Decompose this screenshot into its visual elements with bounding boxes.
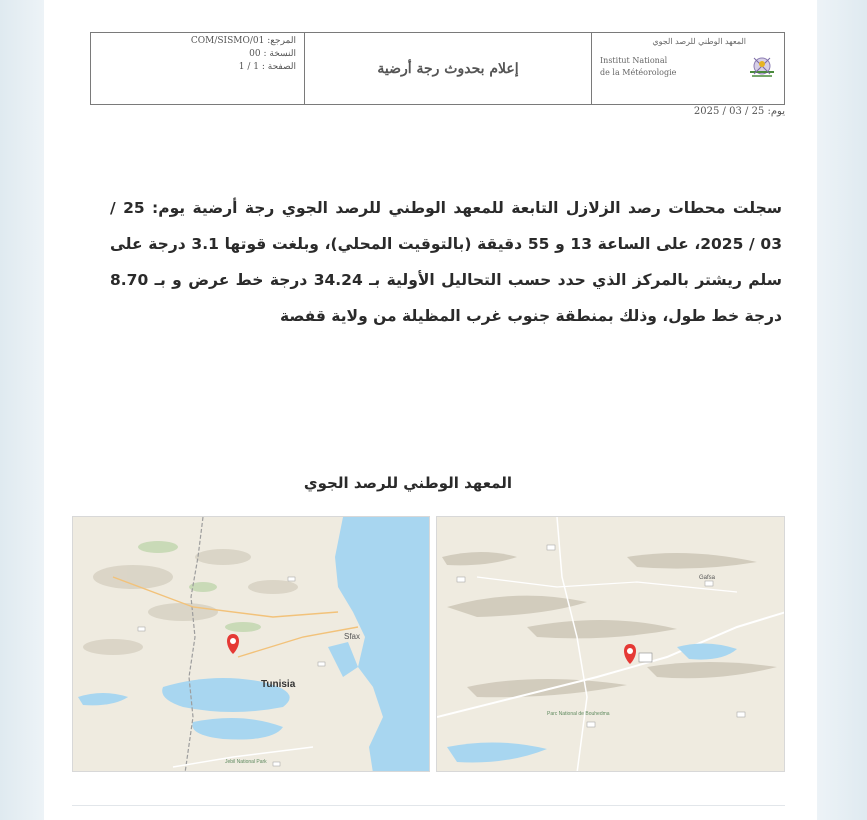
document-title: إعلام بحدوث رجة أرضية [304,33,591,104]
institute-name-ar: المعهد الوطني للرصد الجوي [652,37,746,46]
announcement-document [72,0,785,805]
signature: المعهد الوطني للرصد الجوي [303,474,512,492]
institute-name-fr-1: Institut National [600,56,668,65]
reference-code: COM/SISMO/01 :المرجع [190,36,296,46]
map-local [436,516,785,772]
institute-block [591,33,784,104]
map-label-city: Sfax [344,632,361,641]
map-label-park: Jebil National Park [225,759,267,765]
institute-name-fr-2: de la Météorologie [600,68,677,77]
document-header [90,32,785,105]
divider [72,805,785,806]
institute-logo-icon [746,36,778,96]
left-panel [0,0,44,820]
map-label-region: Gafsa [699,575,716,581]
map-regional [72,516,430,772]
right-panel [817,0,867,820]
reference-block [91,33,304,104]
announcement-body: سجلت محطات رصد الزلازل التابعة للمعهد الوطني للرصد الجوي رجة أرضية يوم: 25 / 03 / 2025، على الساعة 13 و 55 دقيقة (بالتوقيت المحلي)، وبلغت قوتها 3.1 درجة على سلم ريشتر بالمركز الذي حدد حسب التحاليل الأولية بـ 34.24 درجة خط عرض و بـ 8.70 درجة خط طول، وذلك بمنطقة جنوب غرب المظيلة من ولاية قفصة [110,199,782,325]
issue-date: يوم: 25 / 03 / 2025 [693,106,785,117]
version-number: النسخة : 00 [249,49,296,59]
map-label-park: Parc National de Bouhedma [547,711,610,717]
page-number: الصفحة : 1 / 1 [238,62,296,72]
map-label-country: Tunisia [261,679,296,690]
